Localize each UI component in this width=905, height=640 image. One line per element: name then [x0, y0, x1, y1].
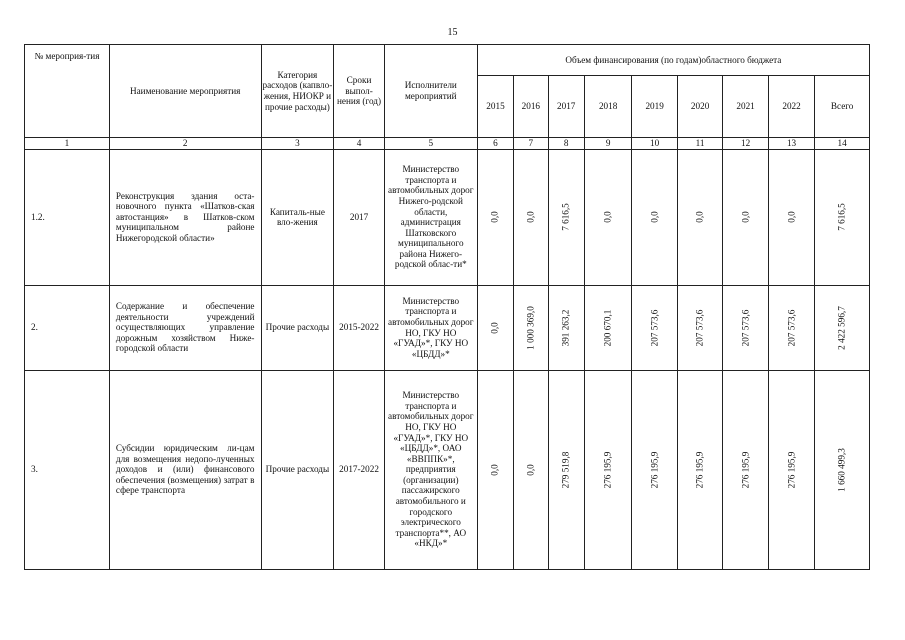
year-2018: 2018	[584, 76, 632, 138]
value-2017: 391 263,2	[560, 309, 571, 346]
index-cell: 4	[334, 138, 385, 150]
value-2015: 0,0	[490, 211, 501, 223]
index-cell: 1	[25, 138, 110, 150]
header-executors: Исполнители мероприятий	[384, 45, 477, 138]
value-2021: 0,0	[740, 211, 751, 223]
value-cell	[723, 149, 768, 285]
row-name: Субсидии юридическим ли-цам для возмещения недопо-лученных доходов и (или) финансового обеспечения (возмещения) затрат в сфере транспорта	[109, 370, 261, 569]
value-cell	[677, 149, 722, 285]
value-cell	[768, 285, 814, 370]
value-2018: 0,0	[602, 211, 613, 223]
year-2020: 2020	[677, 76, 722, 138]
index-row	[25, 138, 870, 150]
value-2016: 1 000 369,0	[525, 305, 536, 350]
row-term: 2017	[334, 149, 385, 285]
value-2017: 7 616,5	[560, 203, 571, 231]
value-cell	[768, 149, 814, 285]
value-cell	[723, 370, 768, 569]
value-2019: 207 573,6	[649, 309, 660, 346]
value-cell	[632, 149, 677, 285]
index-cell: 5	[384, 138, 477, 150]
value-2019: 276 195,9	[649, 451, 660, 488]
row-term: 2017-2022	[334, 370, 385, 569]
value-cell	[815, 370, 870, 569]
index-cell: 7	[514, 138, 548, 150]
year-2015: 2015	[477, 76, 513, 138]
index-cell: 3	[261, 138, 334, 150]
table-row	[25, 370, 870, 569]
row-number: 2.	[25, 285, 110, 370]
table-row	[25, 285, 870, 370]
header-term: Сроки выпол-нения (год)	[334, 45, 385, 138]
financing-table	[24, 44, 870, 570]
value-cell	[584, 149, 632, 285]
value-total: 7 616,5	[836, 203, 847, 231]
value-2020: 276 195,9	[694, 451, 705, 488]
value-cell	[548, 149, 584, 285]
page-number: 15	[447, 27, 458, 38]
header-category: Категория расходов (капвло-жения, НИОКР и прочие расходы)	[261, 45, 334, 138]
value-cell	[632, 370, 677, 569]
value-cell	[477, 149, 513, 285]
value-2016: 0,0	[525, 211, 536, 223]
index-cell: 12	[723, 138, 768, 150]
row-number: 3.	[25, 370, 110, 569]
value-2018: 276 195,9	[602, 451, 613, 488]
value-cell	[768, 370, 814, 569]
value-cell	[677, 285, 722, 370]
row-category: Прочие расходы	[261, 370, 334, 569]
value-2015: 0,0	[490, 463, 501, 476]
index-cell: 11	[677, 138, 722, 150]
index-cell: 9	[584, 138, 632, 150]
value-2021: 276 195,9	[740, 451, 751, 488]
value-2021: 207 573,6	[740, 309, 751, 346]
year-2017: 2017	[548, 76, 584, 138]
value-2020: 0,0	[694, 211, 705, 223]
row-category: Прочие расходы	[261, 285, 334, 370]
value-2019: 0,0	[649, 211, 660, 223]
index-cell: 6	[477, 138, 513, 150]
value-2015: 0,0	[490, 321, 501, 334]
value-cell	[477, 370, 513, 569]
value-total: 2 422 596,7	[836, 305, 847, 350]
value-2020: 207 573,6	[694, 309, 705, 346]
value-2016: 0,0	[525, 463, 536, 476]
value-total: 1 660 499,3	[836, 447, 847, 492]
index-cell: 8	[548, 138, 584, 150]
value-cell	[514, 149, 548, 285]
index-cell: 10	[632, 138, 677, 150]
header-number: № мероприя-тия	[25, 45, 110, 138]
value-cell	[632, 285, 677, 370]
header-name: Наименование мероприятия	[109, 45, 261, 138]
value-cell	[584, 370, 632, 569]
year-total: Всего	[815, 76, 870, 138]
index-cell: 2	[109, 138, 261, 150]
value-cell	[548, 370, 584, 569]
value-2022: 207 573,6	[786, 309, 797, 346]
value-cell	[815, 285, 870, 370]
value-cell	[815, 149, 870, 285]
value-cell	[514, 370, 548, 569]
value-2017: 279 519,8	[560, 451, 571, 488]
value-cell	[723, 285, 768, 370]
row-term: 2015-2022	[334, 285, 385, 370]
row-category: Капиталь-ные вло-жения	[261, 149, 334, 285]
year-2016: 2016	[514, 76, 548, 138]
header-funding: Объем финансирования (по годам)областного бюджета	[477, 45, 869, 76]
value-cell	[477, 285, 513, 370]
value-2022: 0,0	[786, 211, 797, 223]
value-cell	[548, 285, 584, 370]
value-cell	[514, 285, 548, 370]
row-executors: Министерство транспорта и автомобильных дорог Нижего-родской области, администрация Шатковского муниципального района Нижего-родской облас-ти*	[384, 149, 477, 285]
year-2019: 2019	[632, 76, 677, 138]
value-2022: 276 195,9	[786, 451, 797, 488]
row-executors: Министерство транспорта и автомобильных дорог НО, ГКУ НО «ГУАД»*, ГКУ НО «ЦБДД»*, ОАО «ВВППК»*, предприятия (организации) пассажирского автомобильного и городского электрического транспорта**, АО «НКД»*	[384, 370, 477, 569]
value-cell	[677, 370, 722, 569]
index-cell: 13	[768, 138, 814, 150]
row-executors: Министерство транспорта и автомобильных дорог НО, ГКУ НО «ГУАД»*, ГКУ НО «ЦБДД»*	[384, 285, 477, 370]
row-number: 1.2.	[25, 149, 110, 285]
row-name: Реконструкция здания оста-новочного пункта «Шатков-ская автостанция» в Шатков-ском муниципальном районе Нижегородской области»	[109, 149, 261, 285]
year-2021: 2021	[723, 76, 768, 138]
row-name: Содержание и обеспечение деятельности учреждений осуществляющих управление дорожным хозяйством Ниже-городской области	[109, 285, 261, 370]
year-2022: 2022	[768, 76, 814, 138]
table-row	[25, 149, 870, 285]
value-2018: 200 670,1	[602, 309, 613, 346]
index-cell: 14	[815, 138, 870, 150]
value-cell	[584, 285, 632, 370]
